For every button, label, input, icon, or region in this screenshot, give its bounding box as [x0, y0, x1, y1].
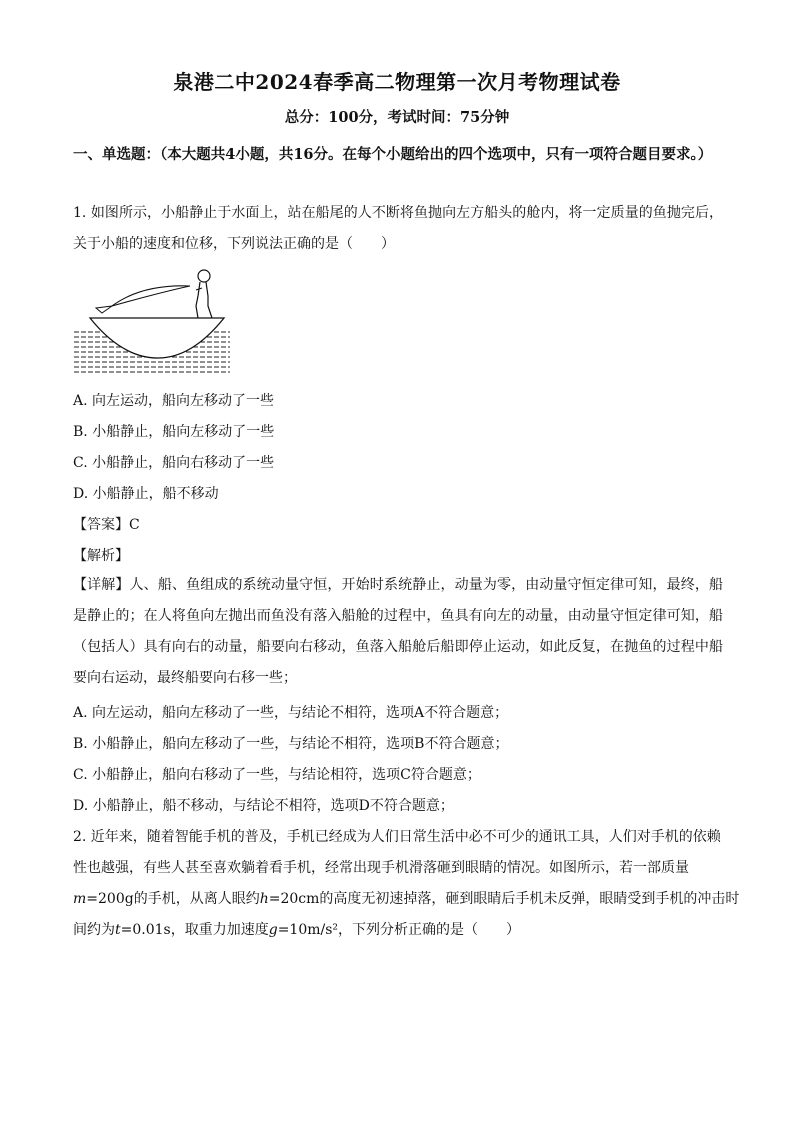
- analysis-tag: 【解析】: [73, 548, 129, 564]
- question-2-line-2: 性也越强，有些人甚至喜欢躺着看手机，经常出现手机滑落砸到眼睛的情况。如图所示，若一部质量: [73, 860, 689, 876]
- q2-text-3a: =200g的手机，从离人眼约: [86, 891, 260, 907]
- q1-option-c: C. 小船静止，船向右移动了一些: [73, 455, 275, 471]
- question-1-stem: 1. 如图所示，小船静止于水面上，站在船尾的人不断将鱼抛向左方船头的舱内，将一定质量的鱼抛完后，关于小船的速度和位移，下列说法正确的是（ ）: [73, 205, 723, 252]
- review-b: B. 小船静止，船向左移动了一些，与结论不相符，选项B不符合题意；: [73, 736, 509, 752]
- question-2-line-4: [73, 919, 520, 939]
- q2-text-4c: =10m/s²，下列分析正确的是（ ）: [277, 922, 521, 938]
- q1-option-d: D. 小船静止，船不移动: [73, 486, 219, 502]
- q1-option-b: B. 小船静止，船向左移动了一些: [73, 424, 275, 440]
- question-2-line-1: 2. 近年来，随着智能手机的普及，手机已经成为人们日常生活中必不可少的通讯工具，人们对手机的依赖: [73, 829, 721, 845]
- review-a: A. 向左运动，船向左移动了一些，与结论不相符，选项A不符合题意；: [73, 705, 509, 721]
- review-c: C. 小船静止，船向右移动了一些，与结论相符，选项C符合题意；: [73, 767, 481, 783]
- answer-line: [73, 514, 140, 534]
- q2-text-4b: =0.01s，取重力加速度: [120, 922, 269, 938]
- var-t: t: [115, 922, 121, 938]
- var-m: m: [73, 891, 87, 907]
- page-title: 泉港二中2024春季高二物理第一次月考物理试卷: [173, 70, 621, 94]
- boat-figure: [72, 262, 232, 382]
- var-g: g: [268, 922, 278, 938]
- q2-text-4a: 间约为: [73, 922, 115, 938]
- q2-text-3b: =20cm的高度无初速掉落，砸到眼睛后手机未反弹，眼睛受到手机的冲击时: [268, 891, 740, 907]
- detail-paragraph: [73, 570, 723, 694]
- detail-text: 人、船、鱼组成的系统动量守恒，开始时系统静止，动量为零，由动量守恒定律可知，最终，船是静止的；在人将鱼向左抛出而鱼没有落入船舱的过程中，鱼具有向左的动量，由动量守恒定律可知，船（包括人）具有向右的动量，船要向右移动，鱼落入船舱后船即停止运动，如此反复，在抛鱼的过程中船要向右运动，最终船要向右移一些；: [73, 577, 724, 686]
- answer-value: C: [129, 517, 140, 533]
- question-2-line-3: [73, 888, 739, 908]
- answer-tag: 【答案】: [73, 517, 129, 533]
- section-heading: 一、单选题：（本大题共4小题，共16分。在每个小题给出的四个选项中，只有一项符合题目要求。）: [73, 146, 713, 163]
- exam-info: 总分：100分，考试时间：75分钟: [284, 109, 510, 126]
- review-d: D. 小船静止，船不移动，与结论不相符，选项D不符合题意；: [73, 798, 454, 814]
- var-h: h: [259, 891, 269, 907]
- detail-tag: 【详解】: [73, 577, 130, 593]
- q1-option-a: A. 向左运动，船向左移动了一些: [73, 393, 275, 409]
